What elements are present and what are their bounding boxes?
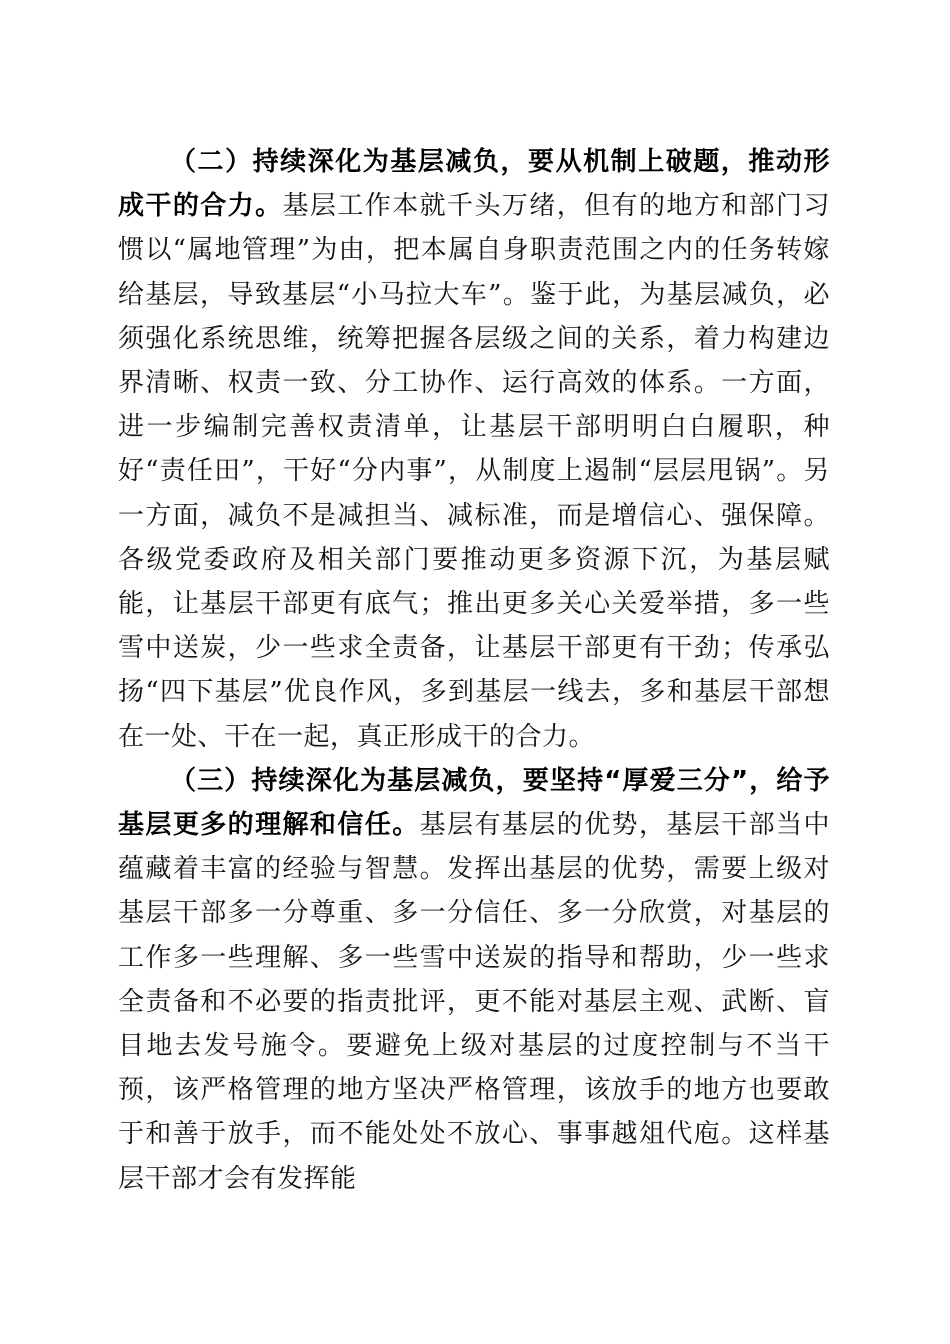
paragraph-3-heading: （三）持续深化为基层减负，要坚持“厚爱三分”，给予基层更多的理解和信任。	[118, 765, 830, 841]
paragraph-2-body: 基层工作本就千头万绪，但有的地方和部门习惯以“属地管理”为由，把本属自身职责范围之内的任务转嫁给基层，导致基层“小马拉大车”。鉴于此，为基层减负，必须强化系统思维，统筹把握各层级之间的关系，着力构建边界清晰、权责一致、分工协作、运行高效的体系。一方面，进一步编制完善权责清单，让基层干部明明白白履职，种好“责任田”，干好“分内事”，从制度上遏制“层层甩锅”。另一方面，减负不是减担当、减标准，而是增信心、强保障。各级党委政府及相关部门要推动更多资源下沉，为基层赋能，让基层干部更有底气；推出更多关心关爱举措，多一些雪中送炭，少一些求全责备，让基层干部更有干劲；传承弘扬“四下基层”优良作风，多到基层一线去，多和基层干部想在一处、干在一起，真正形成干的合力。	[118, 191, 830, 752]
document-body	[118, 140, 830, 1201]
paragraph-2-heading: （二）持续深化为基层减负，要从机制上破题，推动形成干的合力。	[118, 147, 830, 222]
paragraph-3	[118, 759, 830, 1201]
paragraph-2	[118, 140, 830, 759]
paragraph-3-body: 基层有基层的优势，基层干部当中蕴藏着丰富的经验与智慧。发挥出基层的优势，需要上级对基层干部多一分尊重、多一分信任、多一分欣赏，对基层的工作多一些理解、多一些雪中送炭的指导和帮助，少一些求全责备和不必要的指责批评，更不能对基层主观、武断、盲目地去发号施令。要避免上级对基层的过度控制与不当干预，该严格管理的地方坚决严格管理，该放手的地方也要敢于和善于放手，而不能处处不放心、事事越俎代庖。这样基层干部才会有发挥能	[118, 810, 830, 1194]
